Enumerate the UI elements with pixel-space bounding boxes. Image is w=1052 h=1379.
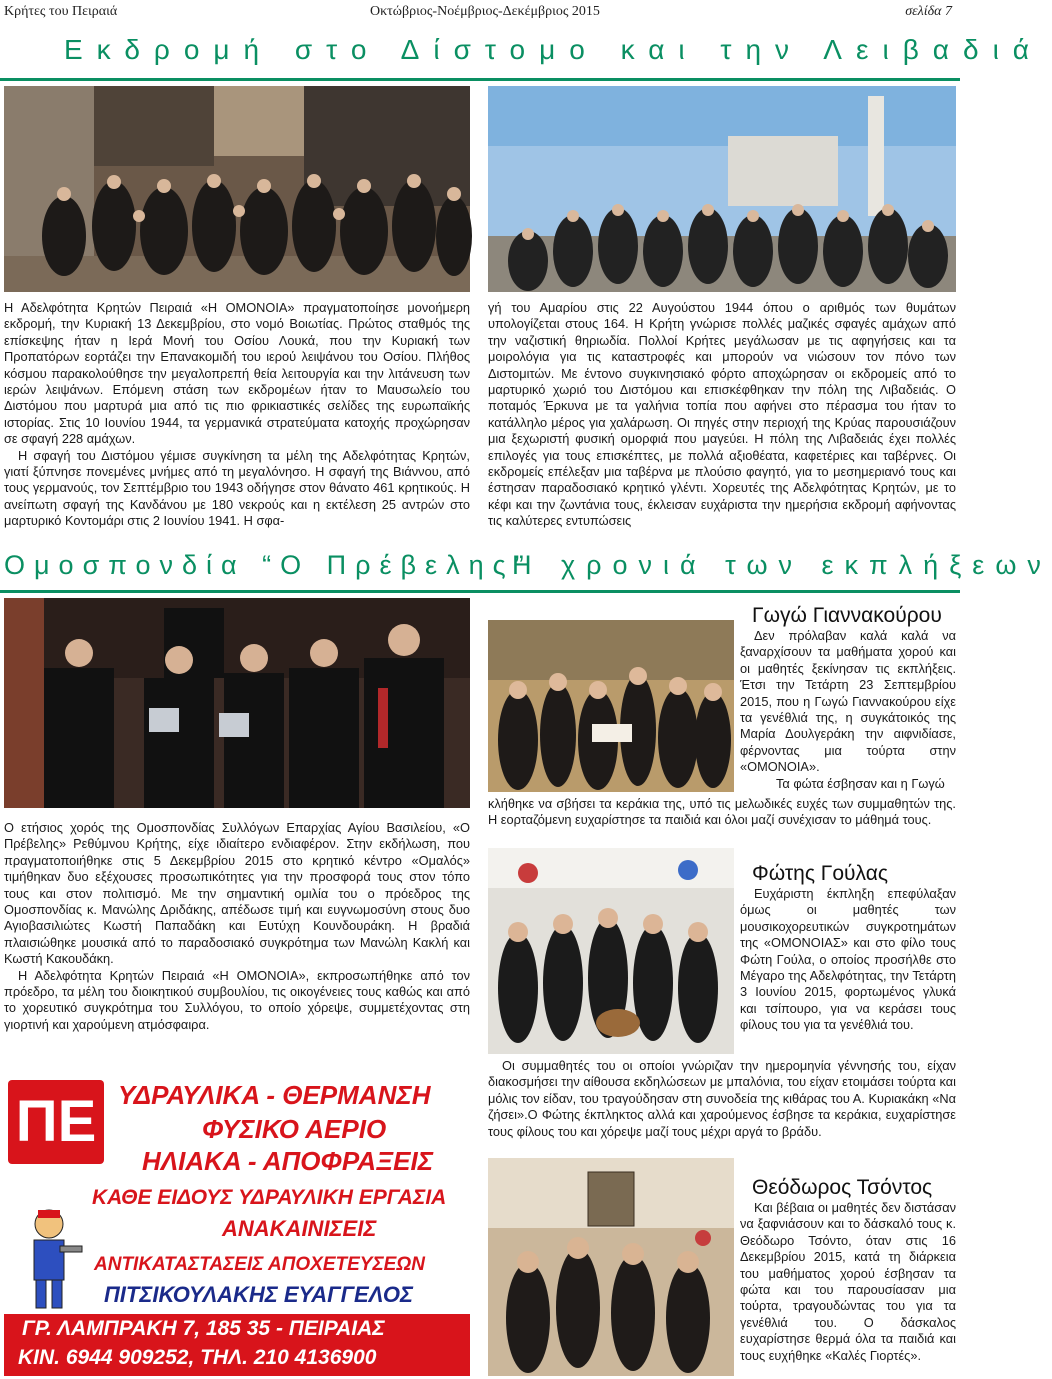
header-date: Οκτώβριος-Νοέμβριος-Δεκέμβριος 2015 <box>370 4 600 19</box>
section-title-fotis: Φώτης Γούλας <box>752 862 888 885</box>
birthday-cake-photo-gogo <box>488 620 734 792</box>
ad-line-services: ΚΑΘΕ ΕΙΔΟΥΣ ΥΔΡΑΥΛΙΚΗ ΕΡΓΑΣΙΑ <box>92 1186 447 1209</box>
fotis-paragraph: Ευχάριστη έκπληξη επεφύλαξαν όμως οι μαθητές των μουσικοχορευτικών συγκροτημάτων της «ΟΜΟΝΟΙΑΣ» και στο φίλο τους Φώτη Γούλα, ο οποίος προσήλθε στο Μέγαρο της Αδελφότητας, την Τετάρτη 3 Ιουνίου 2015, φορτωμένος γλυκά και τσίπουρο, για να κεράσει τους φίλους του για τα γενέθλιά του. <box>740 886 956 1033</box>
monastery-group-photo <box>4 86 470 292</box>
section-theodoros-text <box>740 1200 956 1364</box>
article2-body <box>4 820 470 1033</box>
article2-paragraph: Η Αδελφότητα Κρητών Πειραιά «Η ΟΜΟΝΟΙΑ», εκπροσωπήθηκε από τον πρόεδρο, τα μέλη του διοικητικού συμβουλίου, τις οικογένειες τους καθώς και από το χορευτικό συγκρότημα του Συλλόγου, το οποίο χόρεψε, συμμετέχοντας στη γιορτινή και χαρούμενη ατμόσφαιρα. <box>4 967 470 1032</box>
section-fotis-text <box>740 886 956 1034</box>
ad-phones: ΚΙΝ. 6944 909252, ΤΗΛ. 210 4136900 <box>18 1346 377 1369</box>
ad-line-plumbing: ΥΔΡΑΥΛΙΚΑ - ΘΕΡΜΑΝΣΗ <box>118 1080 431 1110</box>
ad-line-renovations: ΑΝΑΚΑΙΝΙΣΕΙΣ <box>222 1216 377 1241</box>
ad-line-gas: ΦΥΣΙΚΟ ΑΕΡΙΟ <box>202 1114 387 1144</box>
section-rule <box>0 590 960 593</box>
ad-owner-name: ΠΙΤΣΙΚΟΥΛΑΚΗΣ ΕΥΑΓΓΕΛΟΣ <box>104 1282 413 1307</box>
article1-paragraph: Η σφαγή του Διστόμου γέμισε συγκίνηση τα μέλη της Αδελφότητας Κρητών, γιατί ξύπνησε πονεμένες μνήμες από τη μεγαλόνησο. Η σφαγή της Βιάννου, από τους γερμανούς, τον Σεπτέμβριο του 1943 οδήγησε στον θάνατο 461 κρητικούς. Η ανείπωτη σφαγή της Κανδάνου με 180 νεκρούς και η εκτέλεση 25 αντρών στο μαρτυρικό Κοντομάρι στις 2 Ιουνίου 1941. Η σφα- <box>4 447 470 529</box>
gogo-paragraph-tail: Τα φώτα έσβησαν και η Γωγώ <box>776 775 945 791</box>
section-fotis-continued <box>488 1058 956 1140</box>
plumbing-advertisement <box>4 1076 470 1376</box>
article1-right-column <box>488 300 956 530</box>
birthday-photo-theodoros <box>488 1158 734 1376</box>
gogo-paragraph: Δεν πρόλαβαν καλά καλά να ξαναρχίσουν τα μαθήματα χορού και οι μαθητές ξεκίνησαν τις εκπλήξεις. Έτσι την Τετάρτη 23 Σεπτεμβρίου 2015, που η Γωγώ Γιαννακούρου είχε τα γενέθλιά της, η συγκάτοικός της Μαρία Δουλγεράκη την αιφνιδίασε, φέρνοντας μια τούρτα στην «ΟΜΟΝΟΙΑ». <box>740 628 956 775</box>
article1-left-column <box>4 300 470 530</box>
article1-paragraph: Η Αδελφότητα Κρητών Πειραιά «Η ΟΜΟΝΟΙΑ» πραγματοποίησε μονοήμερη εκδρομή, την Κυριακή 13 Δεκεμβρίου, στο νομό Βοιωτίας. Πρώτος σταθμός της επίσκεψης ήταν η Ιερά Μονή του Οσίου Λουκά, που την Κυριακή των Προπατόρων εορτάζει την Επανακομιδή του ιερού λειψάνου του Οσίου. Πλήθος κόσμου παρακολούθησε την μεγαλοπρεπή θεία λειτουργία και την λιτάνευση των ιερών λειψάνων. Επόμενη στάση των εκδρομέων ήταν το Μαυσωλείο του Διστόμου που μαρτυρά μια από τις πιο φρικιαστικές σελίδες της ευρωπαϊκής ιστορίας. Στις 10 Ιουνίου 1944, τα γερμανικά στρατεύματα κατοχής προχώρησαν σε σφαγή 228 αμάχων. <box>4 300 470 447</box>
party-photo-fotis <box>488 848 734 1054</box>
section-title-gogo: Γωγώ Γιαννακούρου <box>752 604 942 627</box>
article1-paragraph: γή του Αμαρίου στις 22 Αυγούστου 1944 όπου ο αριθμός των θυμάτων υπολογίζεται στους 164. Η Κρήτη γνώρισε πολλές μαζικές σφαγές αμάχων από την ναζιστική θηριωδία. Πολλοί Κρήτες μεγάλωσαν με τις αφηγήσεις και τα μοιρολόγια για τις καταστροφές και μπορούν να νιώσουν τον πόνο των Διστομιτών. Με έντονο συγκινησιακό φόρτο αποχώρησαν οι εκδρομείς από το μαρτυρικό χωριό του Διστόμου και επισκέφθηκαν την πόλη της Λιβαδειάς. Ο ποταμός Έρκυνα με τα γαλήνια τοπία που αφήνει στο πέρασμα του ήταν το κατάλληλο μέρος για χαλάρωση. Οι πηγές στην περιοχή της Κρύας παρουσιάζουν μια ξεχωριστή φυσική ομορφιά που μαγεύει. Η πόλη της Λιβαδειάς έχει πολλές επιλογές για τους επισκέπτες, με πολλά αξιοθέατα, καφετέριες και ταβέρνες. Οι εκδρομείς επέλεξαν μια ταβέρνα με πλούσιο φαγητό, για το μεσημεριανό τους και έστησαν παραδοσιακό κρητικό γλέντι. Χορευτές της Αδελφότητας Κρητών, με το κέφι και την ζωντάνια τους, έκλεισαν ευχάριστα την ημερήσια εκδρομή αφήνοντας τις καλύτερες εντυπώσεις <box>488 300 956 529</box>
award-ceremony-photo <box>4 598 470 808</box>
article3-title: Η χρονιά των εκπλήξεων <box>512 550 1052 580</box>
ad-logo: ΠΕ <box>8 1080 104 1164</box>
section-gogo-continued <box>488 796 956 829</box>
ad-line-solar: ΗΛΙΑΚΑ - ΑΠΟΦΡΑΞΕΙΣ <box>142 1146 434 1176</box>
title-rule <box>0 78 960 81</box>
gogo-paragraph-continued: κλήθηκε να σβήσει τα κεράκια της, υπό τις μελωδικές ευχές των συμμαθητών της. Η εορταζόμενη ευχαρίστησε τα παιδιά και όλοι μαζί συνέχισαν το μάθημά τους. <box>488 796 956 828</box>
ad-line-sewage: ΑΝΤΙΚΑΤΑΣΤΑΣΕΙΣ ΑΠΟΧΕΤΕΥΣΕΩΝ <box>94 1254 425 1275</box>
article2-paragraph: Ο ετήσιος χορός της Ομοσπονδίας Συλλόγων Επαρχίας Αγίου Βασιλείου, «Ο Πρέβελης» Ρεθύμνου Κρήτης, είχε ιδιαίτερο ενδιαφέρον. Στην εκδήλωση, που πραγματοποιήθηκε στις 5 Δεκεμβρίου 2015 στο κρητικό κέντρο «Ομαλός» τιμήθηκαν δυο εξέχουσες προσωπικότητες για την προσφορά τους στον τόπο τους και στον πολιτισμό. Με την σημαντική ομιλία του ο πρόεδρος της Ομοσπονδίας κ. Μανώλης Δριδάκης, απέδωσε τιμή και ευγνωμοσύνη στους δυο Αγιοβασιλιώτες Κωστή Παπαδάκη και Ευτύχη Κουνδουράκη. Η βραδιά πλαισιώθηκε μουσικά από το παραδοσιακό συγκρότημα των Μανώλη Κακλή και Κωστή Κακουδάκη. <box>4 820 470 967</box>
header-page: σελίδα 7 <box>905 4 952 19</box>
mausoleum-group-photo <box>488 86 956 292</box>
header-publication: Κρήτες του Πειραιά <box>4 4 118 19</box>
theodoros-paragraph: Και βέβαια οι μαθητές δεν διστάσαν να ξαφνιάσουν και το δάσκαλό τους κ. Θεόδωρο Τσόντο, όταν στις 16 Δεκεμβρίου 2015, κατά τη διάρκεια του μαθήματος χορού έσβησαν τα φώτα και του παρουσίασαν μια τούρτα, τραγουδώντας του για τα γενέθλιά του. Ο δάσκαλος ευχαρίστησε θερμά όλα τα παιδιά και τους ευχήθηκε «Καλές Γιορτές». <box>740 1200 956 1363</box>
article2-title: Ομοσπονδία “Ο Πρέβελης” <box>4 550 533 580</box>
section-title-theodoros: Θεόδωρος Τσόντος <box>752 1176 933 1199</box>
article1-title: Εκδρομή στο Δίστομο και την Λειβαδιά <box>64 34 1043 65</box>
fotis-paragraph-continued: Οι συμμαθητές του οι οποίοι γνώριζαν την ημερομηνία γέννησής του, είχαν διακοσμήσει την αίθουσα εκδηλώσεων με μπαλόνια, του είχαν ετοιμάσει τούρτα και μόλις τον είδαν, του τραγούδησαν στη συνοδεία της κιθάρας του Α. Κυριακάκη «Να ζήσει».Ο Φώτης έκπληκτος αλλά και χαρούμενος έσβησε τα κεράκια, ευχαρίστησε τους φίλους του και χόρεψε μαζί τους μέχρι αργά το βράδυ. <box>488 1058 956 1139</box>
ad-address: ΓΡ. ΛΑΜΠΡΑΚΗ 7, 185 35 - ΠΕΙΡΑΙΑΣ <box>22 1317 385 1340</box>
plumber-mascot-icon <box>14 1206 84 1316</box>
section-gogo-text <box>740 628 956 792</box>
